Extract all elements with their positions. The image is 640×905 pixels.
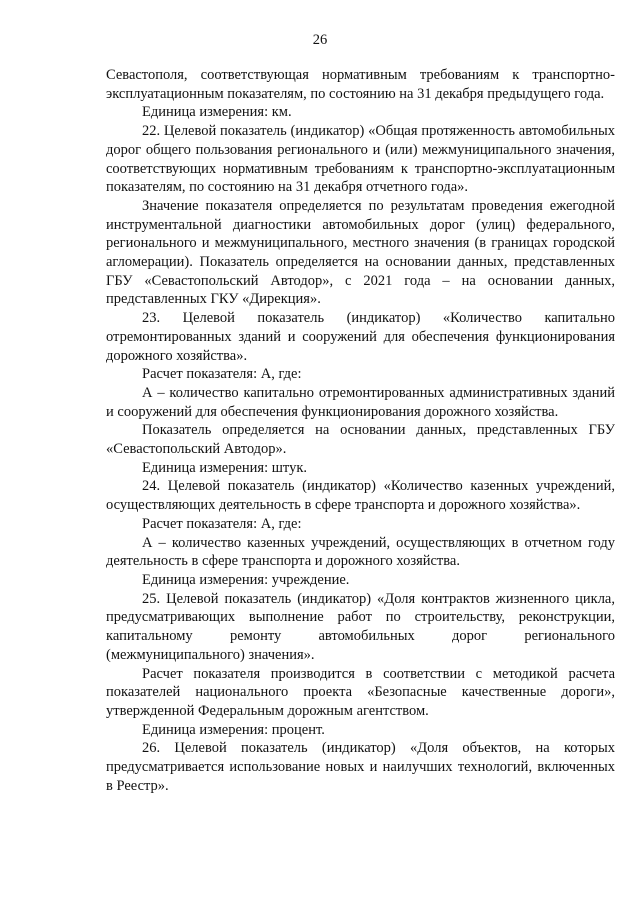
paragraph: Единица измерения: штук.: [142, 459, 307, 476]
paragraph: А – количество капитально отремонтированных административных зданий и сооружений для обеспечения функционирования дорожного хозяйства.: [106, 384, 615, 420]
paragraph: 26. Целевой показатель (индикатор) «Доля объектов, на которых предусматривается использование новых и наилучших технологий, включенных в Реестр».: [106, 740, 615, 794]
document-body: [106, 66, 615, 795]
paragraph: Единица измерения: процент.: [142, 721, 325, 738]
paragraph: Показатель определяется на основании данных, представленных ГБУ «Севастопольский Автодор».: [106, 422, 615, 458]
paragraph: Единица измерения: учреждение.: [142, 571, 350, 588]
paragraph: Значение показателя определяется по результатам проведения ежегодной инструментальной диагностики автомобильных дорог (улиц) федерального, регионального и межмуниципального, местного значения (в границах городской агломерации). Показатель определяется на основании данных, представленных ГБУ «Севастопольский Автодор», с 2021 года – на основании данных, представленных ГКУ «Дирекция».: [106, 197, 615, 308]
paragraph: Расчет показателя производится в соответствии с методикой расчета показателей национального проекта «Безопасные качественные дороги», утвержденной Федеральным дорожным агентством.: [106, 665, 615, 719]
paragraph: 22. Целевой показатель (индикатор) «Общая протяженность автомобильных дорог общего пользования регионального и (или) межмуниципального значения, соответствующих нормативным требованиям к транспортно-эксплуатационным показателям, по состоянию на 31 декабря отчетного года».: [106, 123, 615, 196]
paragraph: А – количество казенных учреждений, осуществляющих в отчетном году деятельность в сфере транспорта и дорожного хозяйства.: [106, 534, 615, 570]
paragraph: Расчет показателя: А, где:: [142, 366, 302, 383]
paragraph: 23. Целевой показатель (индикатор) «Количество капитально отремонтированных зданий и сооружений для обеспечения функционирования дорожного хозяйства».: [106, 310, 615, 364]
paragraph: Единица измерения: км.: [142, 104, 292, 121]
page-number: 26: [312, 32, 328, 48]
paragraph: 25. Целевой показатель (индикатор) «Доля контрактов жизненного цикла, предусматривающих выполнение работ по строительству, реконструкции, капитальному ремонту автомобильных дорог регионального (межмуниципального) значения».: [106, 590, 615, 663]
paragraph: Севастополя, соответствующая нормативным требованиям к транспортно-эксплуатационным показателям, по состоянию на 31 декабря предыдущего года.: [106, 67, 615, 102]
paragraph: Расчет показателя: А, где:: [142, 515, 302, 532]
paragraph: 24. Целевой показатель (индикатор) «Количество казенных учреждений, осуществляющих деятельность в сфере транспорта и дорожного хозяйства».: [106, 478, 615, 514]
